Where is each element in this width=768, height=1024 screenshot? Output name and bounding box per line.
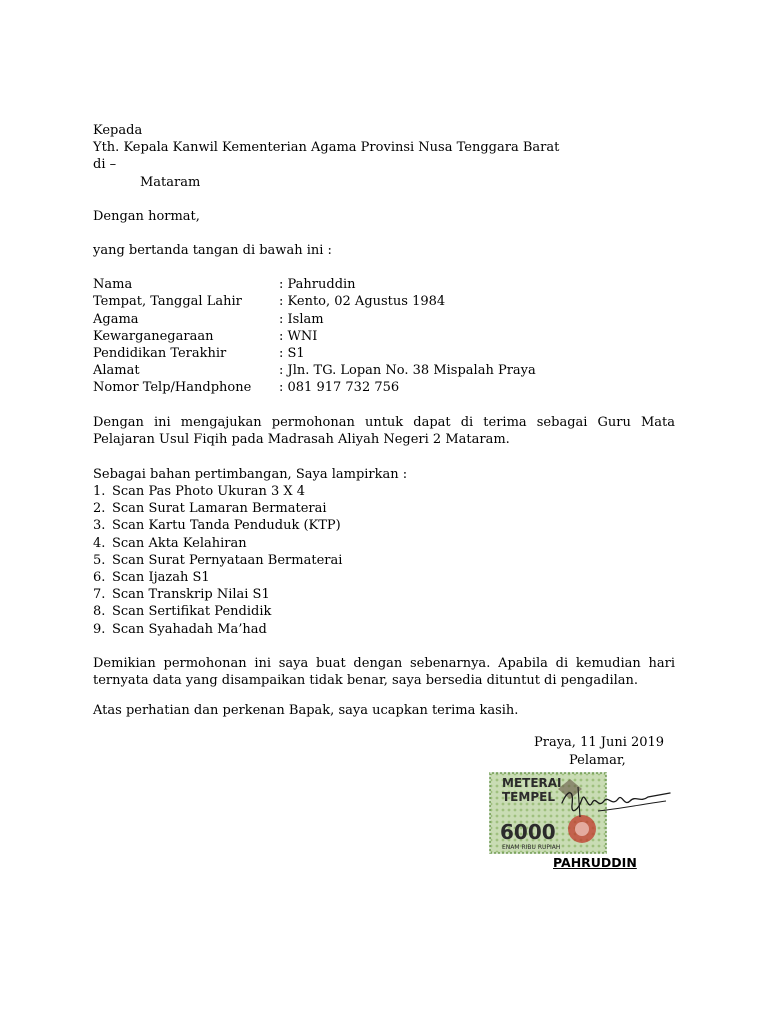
closing-paragraph: Demikian permohonan ini saya buat dengan sebenarnya. Apabila di kemudian hari ternyata data yang disampaikan tidak benar, saya bersedia dituntut di pengadilan.: [93, 655, 675, 689]
identity-value: : 081 917 732 756: [279, 380, 400, 396]
identity-label: Kewarganegaraan: [93, 328, 214, 344]
identity-row: [93, 311, 675, 328]
list-item: [93, 517, 675, 534]
identity-row: [93, 379, 675, 396]
list-item: [93, 603, 675, 620]
list-item: [93, 552, 675, 569]
identity-value: : Islam: [279, 311, 324, 327]
list-number: 3.: [93, 518, 106, 534]
list-item: [93, 569, 675, 586]
list-number: 6.: [93, 569, 106, 585]
list-number: 5.: [93, 552, 106, 568]
handwritten-signature: [558, 781, 674, 821]
list-number: 2.: [93, 501, 106, 517]
address-at: di –: [93, 157, 117, 173]
list-text: Scan Akta Kelahiran: [112, 535, 247, 551]
list-text: Scan Pas Photo Ukuran 3 X 4: [112, 483, 306, 499]
list-number: 4.: [93, 535, 106, 551]
identity-value: : S1: [279, 345, 305, 361]
list-text: Scan Surat Lamaran Bermaterai: [112, 501, 327, 517]
list-text: Scan Transkrip Nilai S1: [112, 587, 270, 603]
identity-label: Tempat, Tanggal Lahir: [93, 294, 242, 310]
list-item: [93, 535, 675, 552]
letter-body: [93, 122, 675, 719]
stamp-text-amount: ENAM RIBU RUPIAH: [502, 844, 561, 851]
address-to: Kepada: [93, 123, 143, 138]
address-city: Mataram: [140, 174, 201, 190]
list-text: Scan Sertifikat Pendidik: [112, 604, 272, 620]
identity-value: : WNI: [279, 328, 318, 344]
identity-row: [93, 276, 675, 293]
identity-table: [93, 276, 675, 396]
identity-value: : Kento, 02 Agustus 1984: [279, 294, 446, 310]
identity-row: [93, 293, 675, 310]
stamp-text-meterai: METERAI: [502, 776, 562, 790]
thanks-line: Atas perhatian dan perkenan Bapak, saya ucapkan terima kasih.: [93, 702, 519, 718]
list-text: Scan Syahadah Ma’had: [112, 621, 267, 637]
list-item: [93, 500, 675, 517]
identity-value: : Jln. TG. Lopan No. 38 Mispalah Praya: [279, 363, 536, 379]
request-paragraph: Dengan ini mengajukan permohonan untuk dapat di terima sebagai Guru Mata Pelajaran Usul Fiqih pada Madrasah Aliyah Negeri 2 Mataram.: [93, 414, 675, 448]
identity-row: [93, 362, 675, 379]
list-item: [93, 483, 675, 500]
identity-label: Nama: [93, 277, 133, 293]
identity-label: Pendidikan Terakhir: [93, 345, 227, 361]
identity-row: [93, 328, 675, 345]
identity-row: [93, 345, 675, 362]
identity-label: Agama: [93, 311, 139, 327]
attachments-intro: Sebagai bahan pertimbangan, Saya lampirkan :: [93, 466, 408, 482]
stamp-text-tempel: TEMPEL: [502, 790, 555, 804]
address-recipient: Yth. Kepala Kanwil Kementerian Agama Provinsi Nusa Tenggara Barat: [93, 140, 560, 156]
identity-label: Nomor Telp/Handphone: [93, 380, 252, 396]
attachments-list: [93, 483, 675, 638]
identity-value: : Pahruddin: [279, 277, 356, 293]
list-number: 7.: [93, 587, 106, 603]
place-date: Praya, 11 Juni 2019: [534, 735, 665, 750]
list-number: 9.: [93, 621, 106, 637]
identity-label: Alamat: [93, 363, 140, 379]
signer-name: PAHRUDDIN: [553, 855, 637, 870]
signer-role: Pelamar,: [569, 753, 626, 768]
list-number: 1.: [93, 483, 106, 499]
intro: yang bertanda tangan di bawah ini :: [93, 243, 332, 259]
list-text: Scan Ijazah S1: [112, 569, 210, 585]
stamp-text-value: 6000: [500, 820, 556, 844]
list-text: Scan Surat Pernyataan Bermaterai: [112, 552, 343, 568]
list-number: 8.: [93, 604, 106, 620]
list-text: Scan Kartu Tanda Penduduk (KTP): [112, 518, 341, 534]
greeting: Dengan hormat,: [93, 208, 200, 224]
list-item: [93, 586, 675, 603]
list-item: [93, 621, 675, 638]
